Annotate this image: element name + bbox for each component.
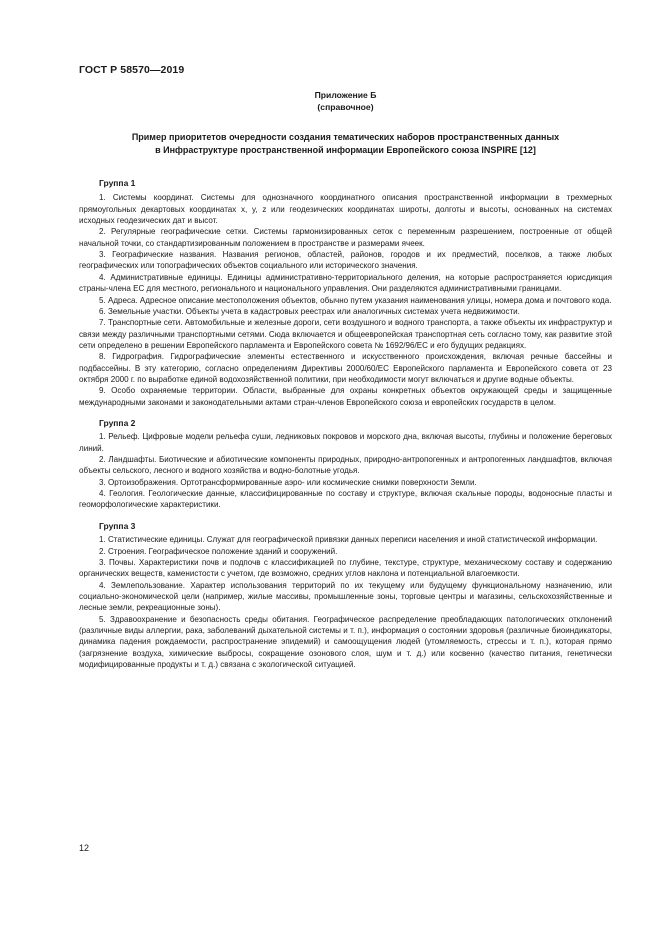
list-item: 2. Регулярные географические сетки. Системы гармонизированных сеток с переменным разрешением, построенные от общей начальной точки, со стандартизированным положением в пространстве и размерами ячеек. [79, 227, 612, 248]
list-item: 6. Земельные участки. Объекты учета в кадастровых реестрах или аналогичных системах учета недвижимости. [99, 306, 520, 316]
document-title [79, 131, 612, 157]
list-item: 8. Гидрография. Гидрографические элементы естественного и искусственного происхождения, включая речные бассейны и подбассейны. В эту категорию, согласно определениям Директивы 2000/60/ЕС Европейского парламента и Европейского совета от 23 октября 2000 г. по выработке единой водохозяйственной политики, при необходимости могут включаться и другие водные объекты. [79, 352, 612, 384]
annex-title: Приложение Б [314, 90, 377, 100]
list-item: 1. Системы координат. Системы для однозначного координатного описания пространственной информации в трехмерных прямоугольных декартовых координатах x, y, z или геодезических координатах широты, долготы и высоты, основанных на системах исходных геодезических дат и высот. [79, 193, 612, 226]
group-heading: Группа 2 [99, 417, 136, 428]
list-item: 1. Рельеф. Цифровые модели рельефа суши, ледниковых покровов и морского дна, включая высоты, глубины и положение береговых линий. [79, 432, 612, 453]
list-item: 3. Географические названия. Названия регионов, областей, районов, городов и их предместий, поселков, а также любых географических или топографических объектов социального или исторического значения. [79, 250, 612, 271]
list-item: 1. Статистические единицы. Служат для географической привязки данных переписи населения и иной статистической информации. [99, 535, 598, 545]
list-item: 3. Почвы. Характеристики почв и подпочв с классификацией по глубине, текстуре, структуре, механическому составу и содержанию органических веществ, каменистости с учетом, где возможно, средних углов наклона и потенциальной влагоемкости. [79, 557, 612, 579]
list-item: 5. Адреса. Адресное описание местоположения объектов, обычно путем указания наименования улицы, номера дома и почтового кода. [99, 295, 612, 305]
standard-header: ГОСТ Р 58570—2019 [79, 64, 185, 76]
list-item: 9. Особо охраняемые территории. Области, выбранные для охраны конкретных объектов окружающей среды и защищенные международными законами и законодательными актами стран-членов Европейского союза и европейских государств в целом. [79, 386, 612, 407]
group-heading: Группа 3 [99, 520, 136, 531]
page-content [79, 89, 612, 670]
group-heading: Группа 1 [99, 178, 136, 188]
list-item: 4. Административные единицы. Единицы административно-территориального деления, на которые распространяется юрисдикция страны-члена ЕС для местного, регионального и национального управления. Они разделяются административными границами. [79, 272, 612, 294]
list-item: 5. Здравоохранение и безопасность среды обитания. Географическое распределение преобладающих патологических отклонений (различные виды аллергии, рака, заболеваний дыхательной системы и т. п.), информация о состоянии здоровья (различные биоиндикаторы, динамика падения рождаемости, распространение эпидемий) и самоощущения людей (утомляемость, стрессы и т. п.), которая прямо (загрязнение воздуха, химические выбросы, сокращение озонового слоя, шум и т. д.) или косвенно (качество питания, генетически модифицированные продукты и т. д.) связана с экологической ситуацией. [79, 614, 612, 669]
list-item: 4. Землепользование. Характер использования территорий по их текущему или будущему функциональному назначению, или социально-экономической цели (например, жилые массивы, промышленные зоны, торговые центры и магазины, сельскохозяйственные и лесные земли, рекреационные зоны). [79, 580, 612, 613]
document-title-line: в Инфраструктуре пространственной информации Европейского союза INSPIRE [12] [155, 145, 536, 155]
annex-subtitle: (справочное) [317, 102, 374, 112]
list-item: 4. Геология. Геологические данные, классифицированные по составу и структуре, включая скальные породы, водоносные пласты и геоморфологические характеристики. [79, 489, 612, 510]
document-title-line: Пример приоритетов очередности создания тематических наборов пространственных данных [131, 132, 560, 142]
page-number: 12 [79, 843, 90, 853]
list-item: 2. Ландшафты. Биотические и абиотические компоненты природных, природно-антропогенных и антропогенных ландшафтов, включая объекты сельского, лесного и водного хозяйства и водно-болотные угодья. [79, 455, 612, 476]
list-item: 2. Строения. Географическое положение зданий и сооружений. [99, 546, 338, 556]
list-item: 3. Ортоизображения. Ортотрансформированные аэро- или космические снимки поверхности Земли. [99, 477, 477, 487]
list-item: 7. Транспортные сети. Автомобильные и железные дороги, сети воздушного и водного транспорта, а также объекты их инфраструктур и связи между различными транспортными сетями. Сюда включается и общеевропейская транспортная сеть согласно тому, как развитие этой сети определено в решении Европейского парламента и Европейского совета № 1692/96/ЕС и его будущих редакциях. [79, 318, 612, 350]
